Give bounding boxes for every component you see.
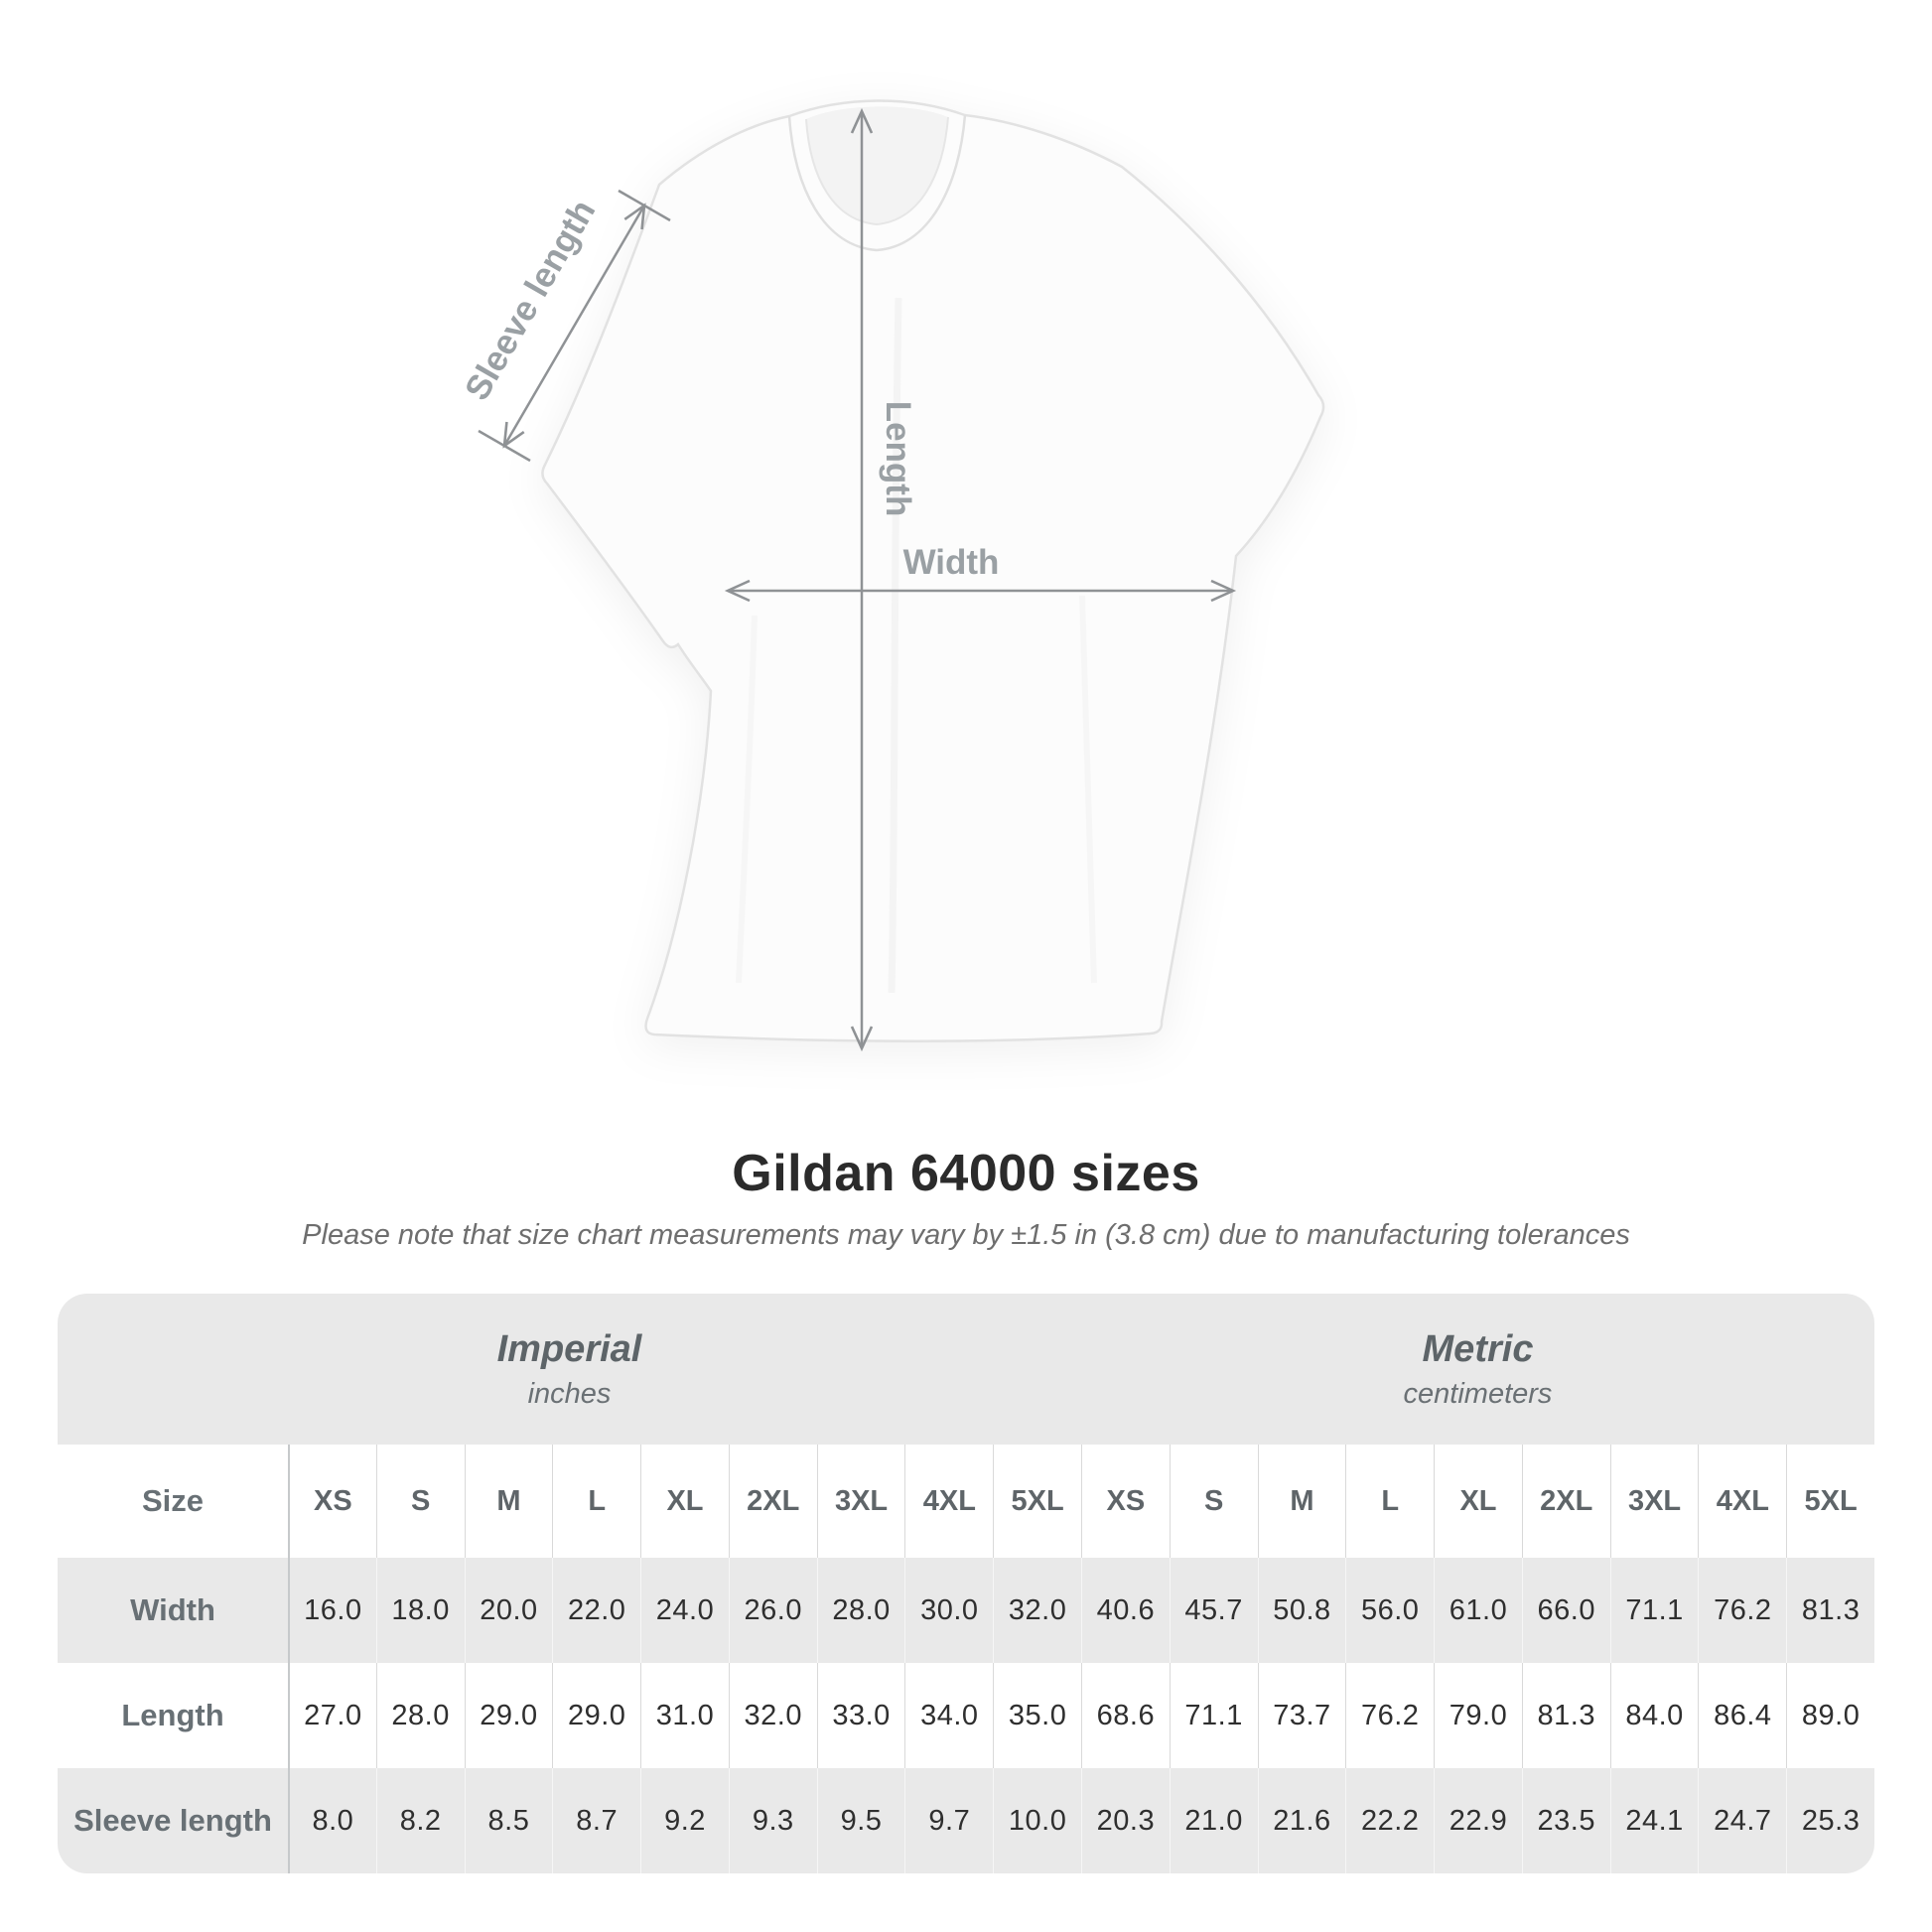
sleeve-value: 25.3 bbox=[1786, 1768, 1874, 1873]
row-label-width: Width bbox=[58, 1558, 288, 1663]
length-value: 29.0 bbox=[465, 1663, 553, 1768]
length-value: 89.0 bbox=[1786, 1663, 1874, 1768]
length-value: 34.0 bbox=[904, 1663, 993, 1768]
width-value: 16.0 bbox=[288, 1558, 376, 1663]
size-header: 4XL bbox=[904, 1445, 993, 1558]
length-value: 29.0 bbox=[552, 1663, 640, 1768]
sleeve-value: 10.0 bbox=[993, 1768, 1081, 1873]
metric-group-unit: centimeters bbox=[1403, 1377, 1553, 1410]
length-value: 81.3 bbox=[1522, 1663, 1610, 1768]
width-label: Width bbox=[902, 543, 1000, 582]
length-value: 33.0 bbox=[817, 1663, 905, 1768]
sleeve-value: 22.9 bbox=[1434, 1768, 1522, 1873]
sleeve-value: 20.3 bbox=[1081, 1768, 1170, 1873]
width-value: 66.0 bbox=[1522, 1558, 1610, 1663]
tolerance-note: Please note that size chart measurements may vary by ±1.5 in (3.8 cm) due to manufacturing tolerances bbox=[302, 1219, 1630, 1251]
sleeve-value: 21.6 bbox=[1258, 1768, 1346, 1873]
length-value: 84.0 bbox=[1610, 1663, 1699, 1768]
size-header: XL bbox=[1434, 1445, 1522, 1558]
length-value: 71.1 bbox=[1170, 1663, 1258, 1768]
width-value: 20.0 bbox=[465, 1558, 553, 1663]
width-value: 50.8 bbox=[1258, 1558, 1346, 1663]
imperial-group-name: Imperial bbox=[496, 1327, 642, 1370]
width-value: 61.0 bbox=[1434, 1558, 1522, 1663]
length-value: 68.6 bbox=[1081, 1663, 1170, 1768]
page-title: Gildan 64000 sizes bbox=[732, 1145, 1200, 1202]
width-value: 24.0 bbox=[640, 1558, 729, 1663]
sleeve-value: 8.5 bbox=[465, 1768, 553, 1873]
width-value: 71.1 bbox=[1610, 1558, 1699, 1663]
width-value: 45.7 bbox=[1170, 1558, 1258, 1663]
size-header: S bbox=[376, 1445, 465, 1558]
length-value: 76.2 bbox=[1345, 1663, 1434, 1768]
width-value: 56.0 bbox=[1345, 1558, 1434, 1663]
size-header: 2XL bbox=[729, 1445, 817, 1558]
size-header: 2XL bbox=[1522, 1445, 1610, 1558]
imperial-group-header bbox=[58, 1294, 1081, 1445]
sleeve-value: 9.3 bbox=[729, 1768, 817, 1873]
row-label-sleeve-length: Sleeve length bbox=[58, 1768, 288, 1873]
sleeve-value: 8.2 bbox=[376, 1768, 465, 1873]
sleeve-arrow-cap-bottom bbox=[479, 431, 530, 461]
width-value: 32.0 bbox=[993, 1558, 1081, 1663]
size-header: 5XL bbox=[993, 1445, 1081, 1558]
size-col-header: Size bbox=[58, 1445, 288, 1558]
length-value: 27.0 bbox=[288, 1663, 376, 1768]
size-header: M bbox=[465, 1445, 553, 1558]
width-value: 28.0 bbox=[817, 1558, 905, 1663]
metric-group-name: Metric bbox=[1422, 1327, 1534, 1370]
size-header: 3XL bbox=[817, 1445, 905, 1558]
size-header: L bbox=[1345, 1445, 1434, 1558]
width-value: 40.6 bbox=[1081, 1558, 1170, 1663]
size-header: XS bbox=[1081, 1445, 1170, 1558]
width-value: 81.3 bbox=[1786, 1558, 1874, 1663]
sleeve-value: 21.0 bbox=[1170, 1768, 1258, 1873]
length-value: 28.0 bbox=[376, 1663, 465, 1768]
sleeve-value: 22.2 bbox=[1345, 1768, 1434, 1873]
length-value: 73.7 bbox=[1258, 1663, 1346, 1768]
length-value: 31.0 bbox=[640, 1663, 729, 1768]
size-header: L bbox=[552, 1445, 640, 1558]
sleeve-value: 23.5 bbox=[1522, 1768, 1610, 1873]
size-header: 5XL bbox=[1786, 1445, 1874, 1558]
size-header: 3XL bbox=[1610, 1445, 1699, 1558]
metric-group-header bbox=[1081, 1294, 1874, 1445]
sleeve-value: 9.7 bbox=[904, 1768, 993, 1873]
sleeve-length-label: Sleeve length bbox=[457, 193, 604, 407]
length-value: 35.0 bbox=[993, 1663, 1081, 1768]
size-header: XL bbox=[640, 1445, 729, 1558]
length-value: 79.0 bbox=[1434, 1663, 1522, 1768]
width-value: 30.0 bbox=[904, 1558, 993, 1663]
sleeve-value: 24.1 bbox=[1610, 1768, 1699, 1873]
sleeve-value: 9.2 bbox=[640, 1768, 729, 1873]
sleeve-value: 8.7 bbox=[552, 1768, 640, 1873]
size-chart-table bbox=[58, 1294, 1874, 1873]
size-header: 4XL bbox=[1698, 1445, 1786, 1558]
size-header: M bbox=[1258, 1445, 1346, 1558]
length-value: 86.4 bbox=[1698, 1663, 1786, 1768]
length-value: 32.0 bbox=[729, 1663, 817, 1768]
imperial-group-unit: inches bbox=[527, 1377, 612, 1410]
width-value: 76.2 bbox=[1698, 1558, 1786, 1663]
sleeve-value: 9.5 bbox=[817, 1768, 905, 1873]
length-label: Length bbox=[879, 400, 917, 517]
sleeve-value: 8.0 bbox=[288, 1768, 376, 1873]
sleeve-value: 24.7 bbox=[1698, 1768, 1786, 1873]
width-value: 22.0 bbox=[552, 1558, 640, 1663]
size-header: S bbox=[1170, 1445, 1258, 1558]
size-header: XS bbox=[288, 1445, 376, 1558]
row-label-length: Length bbox=[58, 1663, 288, 1768]
width-value: 26.0 bbox=[729, 1558, 817, 1663]
width-value: 18.0 bbox=[376, 1558, 465, 1663]
